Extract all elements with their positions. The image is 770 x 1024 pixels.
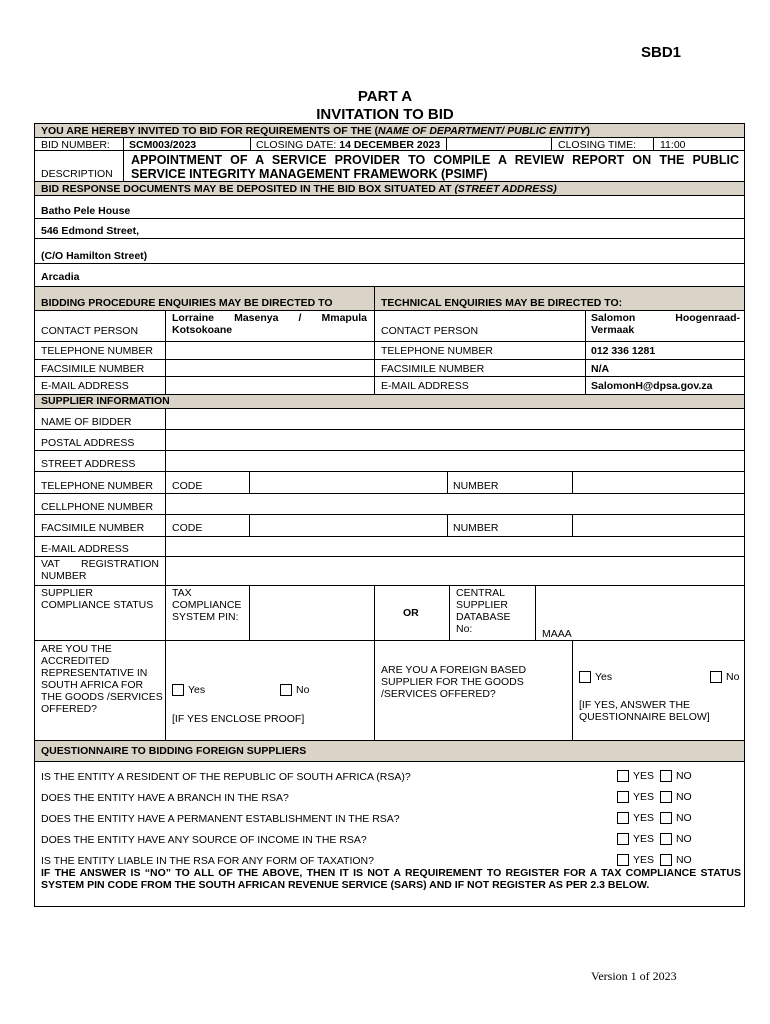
bidding-contact: Lorraine Masenya / Mmapula Kotsokoane [172,312,367,336]
accredited-no-checkbox[interactable] [280,684,292,696]
question-5: IS THE ENTITY LIABLE IN THE RSA FOR ANY FORM OF TAXATION? [41,855,374,867]
supplier-header: SUPPLIER INFORMATION [41,395,170,407]
question-2-no-checkbox[interactable] [660,791,672,803]
foreign-question: ARE YOU A FOREIGN BASED SUPPLIER FOR THE GOODS /SERVICES OFFERED? [381,664,527,700]
answer-questionnaire-note: [IF YES, ANSWER THE QUESTIONNAIRE BELOW] [579,699,710,723]
form-code: SBD1 [641,44,682,61]
bidding-email-label: E-MAIL ADDRESS [41,380,129,392]
bid-number: SCM003/2023 [129,139,197,151]
deposit-text: BID RESPONSE DOCUMENTS MAY BE DEPOSITED IN THE BID BOX SITUATED AT (STREET ADDRESS) [41,183,557,195]
question-3: DOES THE ENTITY HAVE A PERMANENT ESTABLISHMENT IN THE RSA? [41,813,400,825]
tax-pin-label: TAX COMPLIANCE SYSTEM PIN: [172,587,242,623]
closing-time: 11:00 [660,139,686,151]
maaa-prefix: MAAA [542,628,572,640]
address-line-4: Arcadia [41,271,80,283]
description-line-1: APPOINTMENT OF A SERVICE PROVIDER TO COMPILE A REVIEW REPORT ON THE PUBLIC [131,153,739,167]
question-5-yes-checkbox[interactable] [617,854,629,866]
telephone-code-label: CODE [172,480,203,492]
question-2-options[interactable]: YES NO [617,791,692,803]
csd-label: CENTRAL SUPPLIER DATABASE No: [456,587,511,635]
closing-time-label: CLOSING TIME: [558,139,636,151]
accredited-yes[interactable]: Yes [172,684,205,696]
invite-text: YOU ARE HEREBY INVITED TO BID FOR REQUIREMENTS OF THE (NAME OF DEPARTMENT/ PUBLIC ENTITY) [41,125,590,137]
foreign-no[interactable]: No [710,671,739,683]
technical-fax: N/A [591,363,610,375]
question-1-options[interactable]: YES NO [617,770,692,782]
compliance-status-label: SUPPLIER COMPLIANCE STATUS [41,587,154,611]
question-2-yes-checkbox[interactable] [617,791,629,803]
foreign-yes[interactable]: Yes [579,671,612,683]
bidding-fax-label: FACSIMILE NUMBER [41,363,145,375]
questionnaire-header: QUESTIONNAIRE TO BIDDING FOREIGN SUPPLIERS [41,745,307,757]
bidding-contact-label: CONTACT PERSON [41,325,139,337]
question-4: DOES THE ENTITY HAVE ANY SOURCE OF INCOME IN THE RSA? [41,834,367,846]
supplier-email-label: E-MAIL ADDRESS [41,543,129,555]
technical-email-label: E-MAIL ADDRESS [381,380,469,392]
vat-label: VAT REGISTRATION NUMBER [41,558,159,582]
technical-telephone: 012 336 1281 [591,345,656,357]
closing-date-label: CLOSING DATE: 14 DECEMBER 2023 [256,139,441,151]
fax-code-label: CODE [172,522,203,534]
supplier-fax-label: FACSIMILE NUMBER [41,522,145,534]
part-heading: PART A [357,88,413,105]
question-3-no-checkbox[interactable] [660,812,672,824]
foreign-yes-checkbox[interactable] [579,671,591,683]
street-address-label: STREET ADDRESS [41,458,136,470]
technical-contact-label: CONTACT PERSON [381,325,479,337]
description-label: DESCRIPTION [41,168,113,180]
accredited-yes-checkbox[interactable] [172,684,184,696]
question-5-options[interactable]: YES NO [617,854,692,866]
question-3-options[interactable]: YES NO [617,812,692,824]
or-label: OR [403,607,419,619]
technical-telephone-label: TELEPHONE NUMBER [381,345,494,357]
bidding-telephone-label: TELEPHONE NUMBER [41,345,154,357]
question-1-yes-checkbox[interactable] [617,770,629,782]
foreign-no-checkbox[interactable] [710,671,722,683]
technical-email: SalomonH@dpsa.gov.za [591,380,713,392]
address-line-2: 546 Edmond Street, [41,225,140,237]
technical-fax-label: FACSIMILE NUMBER [381,363,485,375]
bid-number-label: BID NUMBER: [41,139,110,151]
question-4-options[interactable]: YES NO [617,833,692,845]
bidder-name-label: NAME OF BIDDER [41,416,132,428]
question-3-yes-checkbox[interactable] [617,812,629,824]
description-line-2: SERVICE INTEGRITY MANAGEMENT FRAMEWORK (PSIMF) [131,167,488,181]
supplier-telephone-label: TELEPHONE NUMBER [41,480,154,492]
telephone-number-label: NUMBER [453,480,499,492]
accredited-question: ARE YOU THE ACCREDITED REPRESENTATIVE IN SOUTH AFRICA FOR THE GOODS /SERVICES OFFERED? [41,643,163,715]
question-1: IS THE ENTITY A RESIDENT OF THE REPUBLIC OF SOUTH AFRICA (RSA)? [41,771,411,783]
technical-enquiries-header: TECHNICAL ENQUIRIES MAY BE DIRECTED TO: [381,297,623,309]
version-footer: Version 1 of 2023 [591,969,677,983]
address-line-1: Batho Pele House [41,205,131,217]
bid-form [34,123,745,907]
address-line-3: (C/O Hamilton Street) [41,250,148,262]
question-5-no-checkbox[interactable] [660,854,672,866]
technical-contact: Salomon Hoogenraad-Vermaak [591,312,740,336]
fax-number-label: NUMBER [453,522,499,534]
bidding-enquiries-header: BIDDING PROCEDURE ENQUIRIES MAY BE DIRECTED TO [41,297,333,309]
accredited-no[interactable]: No [280,684,309,696]
question-4-no-checkbox[interactable] [660,833,672,845]
cellphone-label: CELLPHONE NUMBER [41,501,154,513]
enclose-proof-note: [IF YES ENCLOSE PROOF] [172,713,305,725]
postal-address-label: POSTAL ADDRESS [41,437,135,449]
question-1-no-checkbox[interactable] [660,770,672,782]
question-4-yes-checkbox[interactable] [617,833,629,845]
page-title: INVITATION TO BID [316,106,454,123]
question-2: DOES THE ENTITY HAVE A BRANCH IN THE RSA? [41,792,289,804]
questionnaire-note: IF THE ANSWER IS “NO” TO ALL OF THE ABOVE, THEN IT IS NOT A REQUIREMENT TO REGISTER FOR A TAX COMPLIANCE STATUS SYSTEM PIN CODE FROM THE SOUTH AFRICAN REVENUE SERVICE (SARS) AND IF NOT REGISTER AS PER 2.3 BELOW. [41,867,741,891]
